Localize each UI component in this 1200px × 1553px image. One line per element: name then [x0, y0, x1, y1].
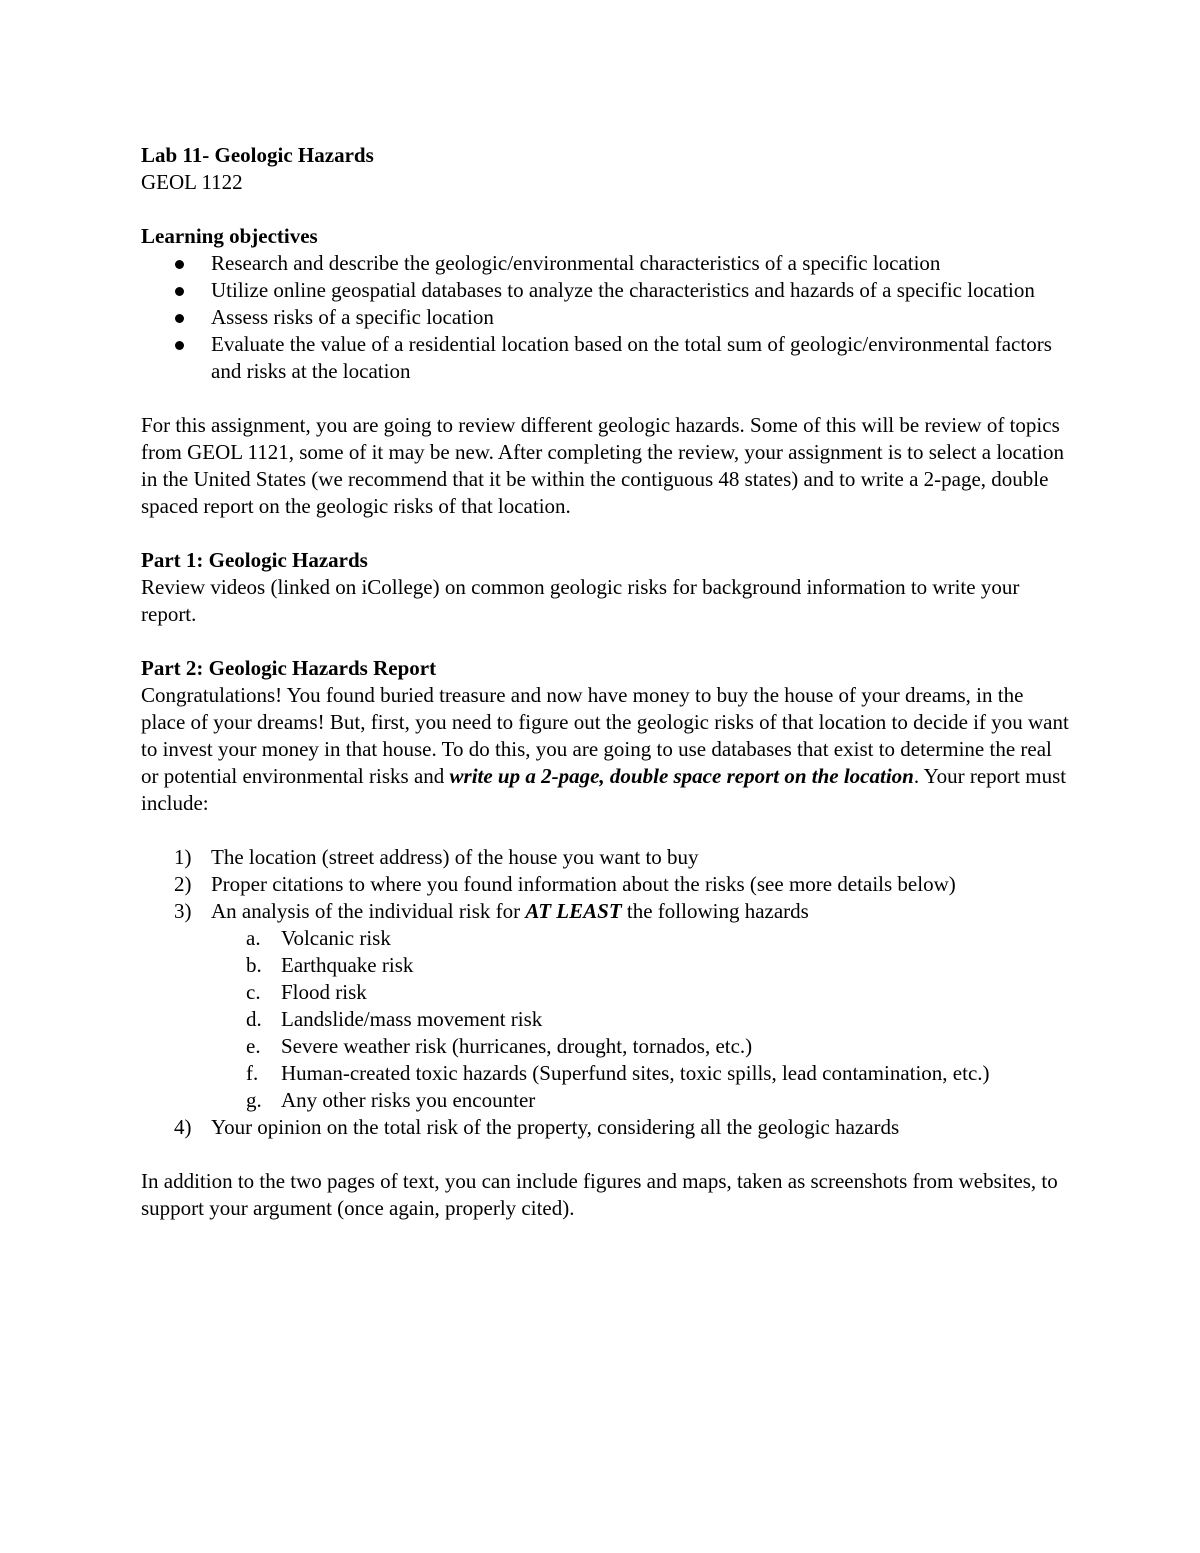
- hazard-letter: a.: [246, 926, 261, 950]
- hazard-text: Volcanic risk: [281, 926, 391, 950]
- hazard-letter: b.: [246, 953, 262, 977]
- objective-text: Evaluate the value of a residential location based on the total sum of geologic/environmental factors and risks at the location: [211, 332, 1052, 383]
- spacer: [141, 1141, 1071, 1168]
- objective-item: [141, 250, 1071, 277]
- hazard-letter: g.: [246, 1088, 262, 1112]
- part1-heading: Part 1: Geologic Hazards: [141, 548, 368, 572]
- intro-paragraph: For this assignment, you are going to review different geologic hazards. Some of this will be review of topics from GEOL 1121, some of it may be new. After completing the review, your assignment is to select a location in the United States (we recommend that it be within the contiguous 48 states) and to write a 2-page, double spaced report on the geologic risks of that location.: [141, 413, 1064, 518]
- document-body: [141, 142, 1071, 1222]
- hazard-letter: e.: [246, 1034, 261, 1058]
- requirement-item: [141, 1114, 1071, 1141]
- hazard-text: Earthquake risk: [281, 953, 414, 977]
- hazard-text: Flood risk: [281, 980, 367, 1004]
- spacer: [141, 520, 1071, 547]
- hazard-letter: c.: [246, 980, 261, 1004]
- spacer: [141, 196, 1071, 223]
- requirement-number: 1): [174, 845, 192, 869]
- hazard-text: Human-created toxic hazards (Superfund sites, toxic spills, lead contamination, etc.): [281, 1061, 990, 1085]
- hazards-list: [211, 925, 1071, 1114]
- objective-text: Research and describe the geologic/environmental characteristics of a specific location: [211, 251, 941, 275]
- hazard-item: [211, 1087, 1071, 1114]
- hazard-item: [211, 952, 1071, 979]
- document-title: Lab 11- Geologic Hazards: [141, 143, 374, 167]
- part2-text-before: Congratulations! You found buried treasure and now have money to buy the house of your dreams, in the place of your dreams! But, first, you need to figure out the geologic risks of that location to decide if you want to invest your money in that house. To do this, you are going to use databases that exist to determine the real or potential environmental risks and: [141, 683, 1069, 788]
- objective-text: Utilize online geospatial databases to analyze the characteristics and hazards of a specific location: [211, 278, 1035, 302]
- requirement-text: The location (street address) of the house you want to buy: [211, 845, 699, 869]
- objective-text: Assess risks of a specific location: [211, 305, 494, 329]
- requirement-text: [211, 899, 809, 923]
- bullet-icon: [175, 287, 184, 296]
- hazard-letter: f.: [246, 1061, 259, 1085]
- objective-item: [141, 304, 1071, 331]
- hazard-item: [211, 1033, 1071, 1060]
- requirement-text: Your opinion on the total risk of the property, considering all the geologic hazards: [211, 1115, 900, 1139]
- requirement-text-before: An analysis of the individual risk for: [211, 899, 526, 923]
- requirement-number: 2): [174, 872, 192, 896]
- requirement-emphasis: AT LEAST: [525, 899, 622, 923]
- requirements-list: [141, 844, 1071, 1141]
- objective-item: [141, 277, 1071, 304]
- part2-text-after: . Your report must include:: [141, 764, 1067, 815]
- hazard-text: Landslide/mass movement risk: [281, 1007, 543, 1031]
- hazard-item: [211, 979, 1071, 1006]
- bullet-icon: [175, 341, 184, 350]
- part2-paragraph: [141, 682, 1071, 817]
- course-code: GEOL 1122: [141, 170, 243, 194]
- bullet-icon: [175, 260, 184, 269]
- requirement-text: Proper citations to where you found information about the risks (see more details below): [211, 872, 956, 896]
- spacer: [141, 817, 1071, 844]
- spacer: [141, 385, 1071, 412]
- hazard-item: [211, 1060, 1071, 1087]
- requirement-item: [141, 871, 1071, 898]
- requirement-number: 3): [174, 899, 192, 923]
- part1-text: Review videos (linked on iCollege) on common geologic risks for background information to write your report.: [141, 575, 1020, 626]
- bullet-icon: [175, 314, 184, 323]
- hazard-letter: d.: [246, 1007, 262, 1031]
- hazard-item: [211, 925, 1071, 952]
- closing-paragraph: In addition to the two pages of text, you can include figures and maps, taken as screenshots from websites, to support your argument (once again, properly cited).: [141, 1169, 1058, 1220]
- requirement-item: [141, 898, 1071, 1114]
- hazard-text: Severe weather risk (hurricanes, drought, tornados, etc.): [281, 1034, 753, 1058]
- requirement-text-after: the following hazards: [621, 899, 809, 923]
- spacer: [141, 628, 1071, 655]
- hazard-text: Any other risks you encounter: [281, 1088, 536, 1112]
- objectives-heading: Learning objectives: [141, 224, 318, 248]
- part2-emphasis: write up a 2-page, double space report on the location: [449, 764, 914, 788]
- hazard-item: [211, 1006, 1071, 1033]
- requirement-number: 4): [174, 1115, 192, 1139]
- part2-heading: Part 2: Geologic Hazards Report: [141, 656, 437, 680]
- objective-item: [141, 331, 1071, 385]
- requirement-item: [141, 844, 1071, 871]
- objectives-list: [141, 250, 1071, 385]
